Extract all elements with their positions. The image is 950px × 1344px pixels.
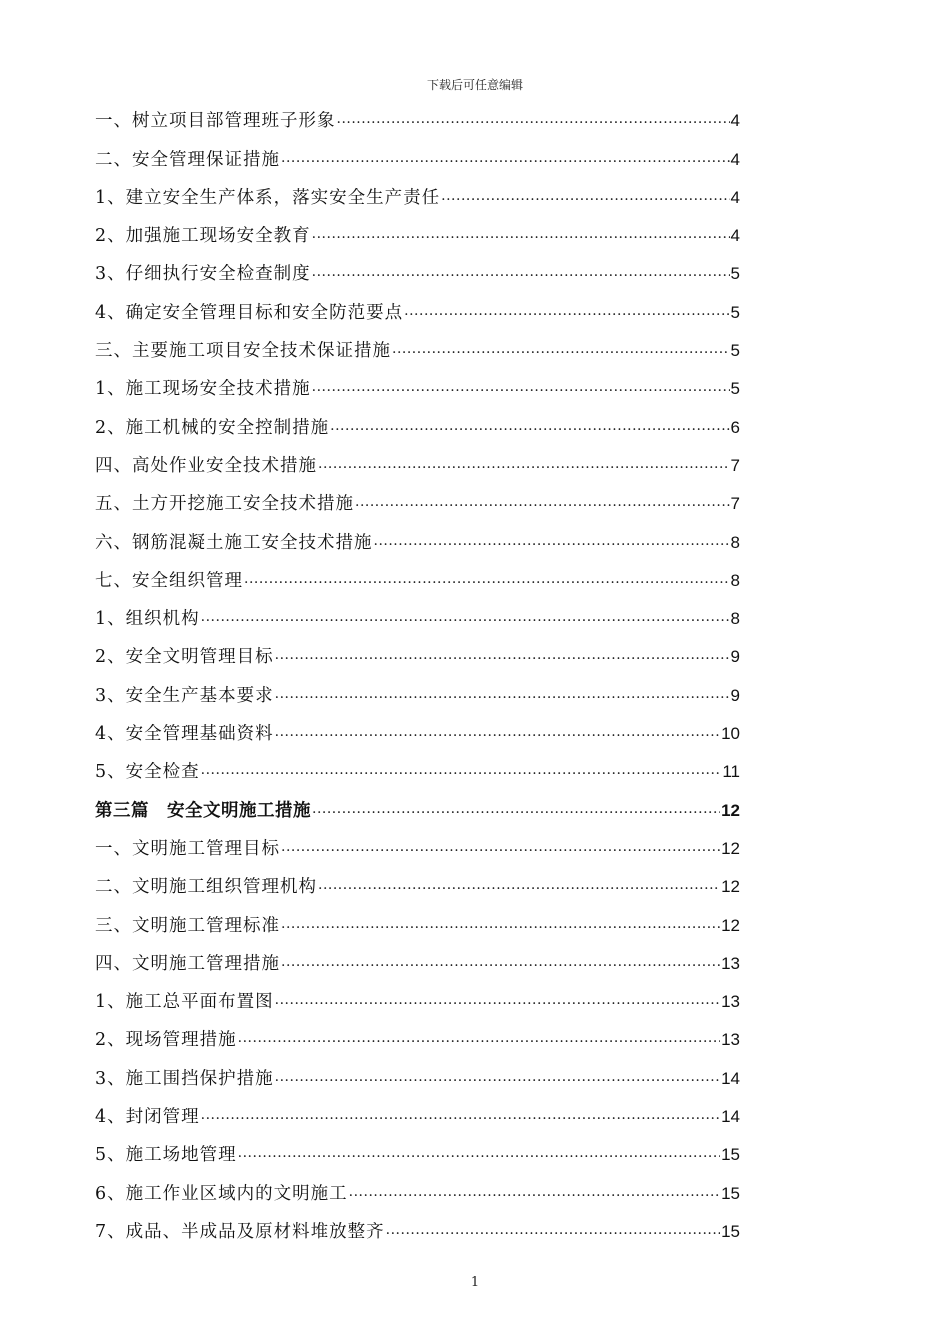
toc-entry[interactable] — [95, 366, 740, 404]
toc-entry[interactable] — [95, 251, 740, 289]
toc-entry-title: 3、施工围挡保护措施 — [95, 1068, 274, 1089]
toc-entry-title: 1、建立安全生产体系，落实安全生产责任 — [95, 187, 441, 208]
toc-entry-page: 5 — [730, 341, 740, 361]
toc-dot-leader — [404, 306, 729, 324]
toc-entry[interactable] — [95, 1017, 740, 1055]
toc-entry-page: 13 — [721, 992, 740, 1012]
toc-entry-page: 4 — [730, 149, 740, 169]
toc-entry-title: 5、安全检查 — [95, 762, 200, 783]
toc-entry-page: 5 — [730, 379, 740, 399]
toc-entry[interactable] — [95, 711, 740, 749]
toc-entry[interactable] — [95, 481, 740, 519]
toc-entry-title: 2、施工机械的安全控制措施 — [95, 417, 330, 438]
toc-dot-leader — [441, 191, 729, 209]
table-of-contents — [95, 98, 740, 1247]
toc-entry-title: 6、施工作业区域内的文明施工 — [95, 1183, 348, 1204]
toc-entry-page: 12 — [721, 915, 740, 935]
toc-entry-title: 4、封闭管理 — [95, 1107, 200, 1128]
toc-dot-leader — [386, 1225, 720, 1243]
toc-dot-leader — [275, 995, 720, 1013]
toc-entry-page: 14 — [721, 1107, 740, 1127]
toc-entry-page: 5 — [730, 302, 740, 322]
toc-entry-title: 四、文明施工管理措施 — [95, 953, 280, 974]
toc-entry-page: 8 — [730, 609, 740, 629]
toc-dot-leader — [201, 612, 730, 630]
toc-dot-leader — [312, 229, 730, 247]
toc-dot-leader — [275, 650, 730, 668]
toc-dot-leader — [275, 689, 730, 707]
toc-entry[interactable] — [95, 175, 740, 213]
toc-entry[interactable] — [95, 826, 740, 864]
toc-entry-page: 8 — [730, 570, 740, 590]
toc-dot-leader — [244, 574, 730, 592]
toc-entry-title: 七、安全组织管理 — [95, 570, 243, 591]
toc-dot-leader — [281, 957, 720, 975]
toc-entry[interactable] — [95, 1132, 740, 1170]
toc-entry-page: 12 — [721, 838, 740, 858]
toc-entry-page: 14 — [721, 1068, 740, 1088]
toc-entry-title: 1、组织机构 — [95, 609, 200, 630]
toc-entry-title: 7、成品、半成品及原材料堆放整齐 — [95, 1221, 385, 1242]
toc-entry-title: 第三篇 安全文明施工措施 — [95, 800, 311, 821]
toc-entry-title: 一、文明施工管理目标 — [95, 838, 280, 859]
toc-entry-title: 一、树立项目部管理班子形象 — [95, 111, 336, 132]
toc-entry[interactable] — [95, 558, 740, 596]
toc-entry-page: 12 — [721, 877, 740, 897]
toc-entry[interactable] — [95, 404, 740, 442]
toc-entry-page: 7 — [730, 494, 740, 514]
toc-entry-title: 1、施工总平面布置图 — [95, 992, 274, 1013]
toc-entry-title: 4、安全管理基础资料 — [95, 724, 274, 745]
toc-entry[interactable] — [95, 328, 740, 366]
toc-entry-title: 三、主要施工项目安全技术保证措施 — [95, 341, 391, 362]
toc-entry-page: 4 — [730, 187, 740, 207]
toc-entry-page: 15 — [721, 1221, 740, 1241]
toc-dot-leader — [275, 727, 720, 745]
toc-entry-title: 六、钢筋混凝土施工安全技术措施 — [95, 532, 373, 553]
toc-entry-title: 4、确定安全管理目标和安全防范要点 — [95, 302, 404, 323]
toc-entry-title: 2、现场管理措施 — [95, 1030, 237, 1051]
toc-entry-page: 13 — [721, 953, 740, 973]
toc-dot-leader — [392, 344, 730, 362]
toc-entry-title: 3、仔细执行安全检查制度 — [95, 264, 311, 285]
toc-entry[interactable] — [95, 443, 740, 481]
toc-entry-page: 10 — [721, 724, 740, 744]
toc-entry-title: 五、土方开挖施工安全技术措施 — [95, 494, 354, 515]
page-header: 下载后可任意编辑 — [426, 78, 523, 92]
toc-entry[interactable] — [95, 289, 740, 327]
toc-entry-title: 2、加强施工现场安全教育 — [95, 226, 311, 247]
toc-entry-page: 4 — [730, 226, 740, 246]
toc-entry-title: 5、施工场地管理 — [95, 1145, 237, 1166]
toc-dot-leader — [318, 459, 730, 477]
toc-dot-leader — [238, 1033, 720, 1051]
toc-dot-leader — [330, 421, 729, 439]
toc-entry[interactable] — [95, 672, 740, 710]
toc-entry[interactable] — [95, 902, 740, 940]
toc-dot-leader — [312, 382, 730, 400]
toc-dot-leader — [281, 919, 720, 937]
toc-entry-page: 9 — [730, 647, 740, 667]
toc-entry-page: 11 — [722, 762, 740, 782]
toc-dot-leader — [281, 842, 720, 860]
toc-entry-title: 二、安全管理保证措施 — [95, 149, 280, 170]
toc-dot-leader — [337, 114, 730, 132]
toc-dot-leader — [374, 536, 730, 554]
toc-entry-title: 三、文明施工管理标准 — [95, 915, 280, 936]
toc-entry[interactable] — [95, 864, 740, 902]
toc-entry-page: 9 — [730, 685, 740, 705]
toc-entry-page: 15 — [721, 1145, 740, 1165]
toc-entry[interactable] — [95, 1170, 740, 1208]
toc-dot-leader — [318, 880, 720, 898]
toc-entry-page: 8 — [730, 532, 740, 552]
toc-entry-title: 1、施工现场安全技术措施 — [95, 379, 311, 400]
toc-entry-page: 15 — [721, 1183, 740, 1203]
toc-dot-leader — [312, 267, 730, 285]
toc-entry[interactable] — [95, 213, 740, 251]
toc-entry[interactable] — [95, 519, 740, 557]
toc-dot-leader — [312, 804, 720, 822]
toc-entry[interactable] — [95, 136, 740, 174]
toc-dot-leader — [275, 1072, 720, 1090]
toc-entry[interactable] — [95, 1055, 740, 1093]
toc-entry[interactable] — [95, 98, 740, 136]
toc-entry-page: 13 — [721, 1030, 740, 1050]
toc-entry[interactable] — [95, 749, 740, 787]
toc-dot-leader — [238, 1148, 720, 1166]
toc-entry[interactable] — [95, 596, 740, 634]
toc-dot-leader — [201, 1110, 720, 1128]
toc-entry[interactable] — [95, 1209, 740, 1247]
toc-entry[interactable] — [95, 787, 740, 825]
toc-dot-leader — [355, 497, 730, 515]
toc-entry[interactable] — [95, 941, 740, 979]
toc-entry[interactable] — [95, 634, 740, 672]
toc-entry-page: 6 — [730, 417, 740, 437]
toc-entry[interactable] — [95, 979, 740, 1017]
page-number: 1 — [470, 1275, 480, 1290]
toc-entry-title: 2、安全文明管理目标 — [95, 647, 274, 668]
toc-entry[interactable] — [95, 1094, 740, 1132]
toc-entry-page: 4 — [730, 111, 740, 131]
toc-dot-leader — [281, 153, 730, 171]
toc-dot-leader — [349, 1187, 720, 1205]
toc-entry-page: 5 — [730, 264, 740, 284]
toc-entry-title: 四、高处作业安全技术措施 — [95, 455, 317, 476]
toc-entry-title: 3、安全生产基本要求 — [95, 685, 274, 706]
toc-entry-page: 7 — [730, 455, 740, 475]
toc-entry-title: 二、文明施工组织管理机构 — [95, 877, 317, 898]
toc-entry-page: 12 — [721, 800, 740, 820]
toc-dot-leader — [201, 765, 722, 783]
